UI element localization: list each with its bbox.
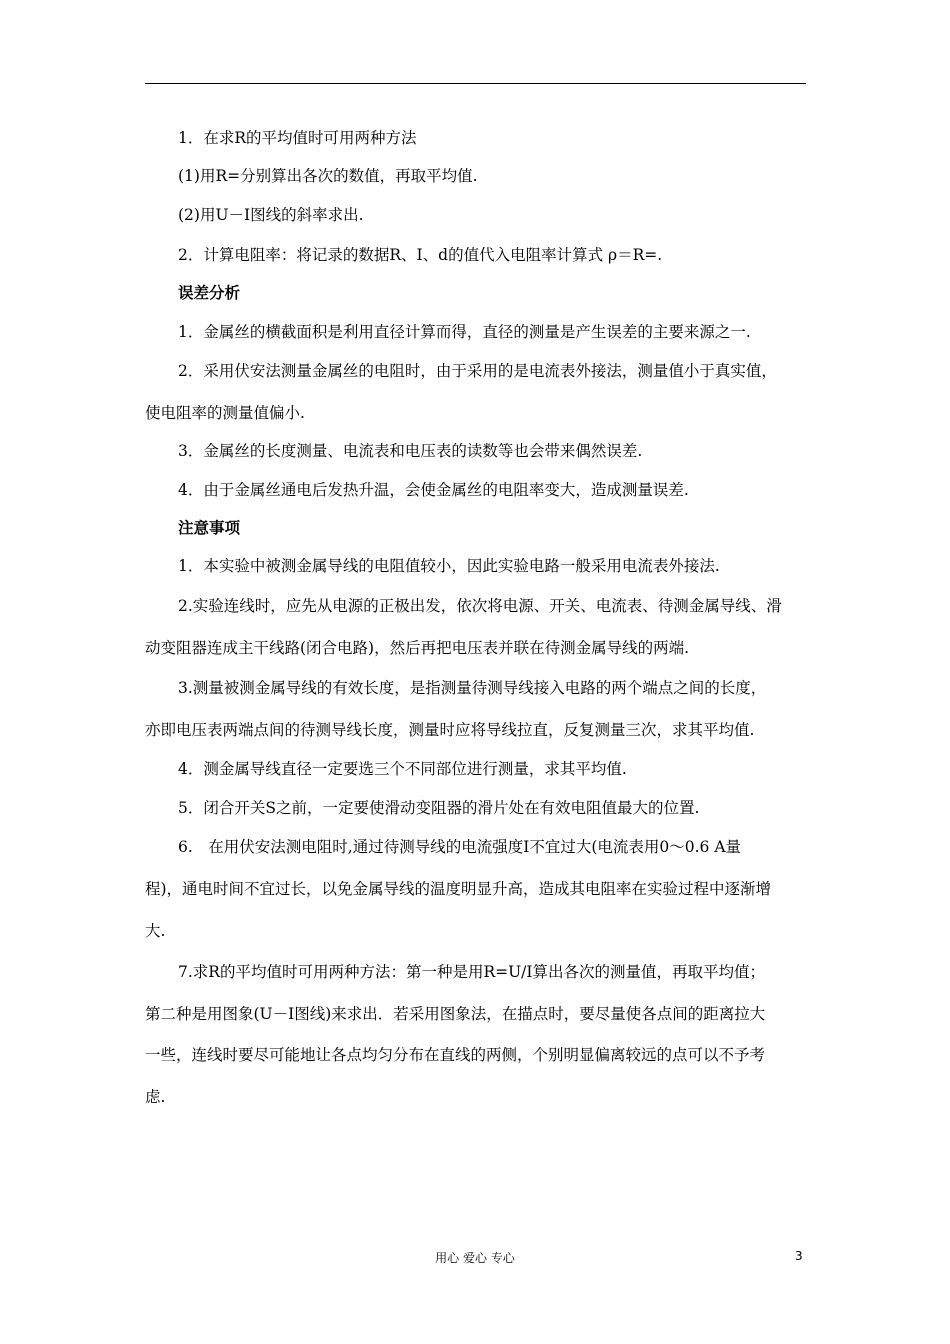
text-line: 虑. [145,1088,166,1106]
text-line: 2．采用伏安法测量金属丝的电阻时，由于采用的是电流表外接法，测量值小于真实值， [178,362,777,380]
text-line: 3.测量被测金属导线的有效长度，是指测量待测导线接入电路的两个端点之间的长度， [178,679,767,697]
text-line: (2)用U－I图线的斜率求出. [178,206,364,224]
text-line: 第二种是用图象(U－I图线)来求出．若采用图象法，在描点时，要尽量使各点间的距离拉大 [145,1005,766,1023]
section-heading: 误差分析 [178,283,241,302]
text-line: 2.实验连线时，应先从电源的正极出发，依次将电源、开关、电流表、待测金属导线、滑 [178,597,782,615]
text-line: 程)，通电时间不宜过长，以免金属导线的温度明显升高，造成其电阻率在实验过程中逐渐增 [145,880,772,898]
footer-slogan: 用心 爱心 专心 [435,1251,515,1265]
text-line: 亦即电压表两端点间的待测导线长度，测量时应将导线拉直，反复测量三次，求其平均值. [145,721,755,739]
text-line: 1．本实验中被测金属导线的电阻值较小，因此实验电路一般采用电流表外接法. [178,557,720,575]
text-line: 2．计算电阻率：将记录的数据R、I、d的值代入电阻率计算式 ρ＝R=. [178,246,663,264]
page-number: 3 [795,1249,803,1263]
text-line: 4．由于金属丝通电后发热升温，会使金属丝的电阻率变大，造成测量误差. [178,481,689,499]
text-line: 使电阻率的测量值偏小. [145,404,305,422]
text-line: 6. 在用伏安法测电阻时,通过待测导线的电流强度I不宜过大(电流表用0～0.6 A量 [178,838,742,856]
section-heading: 注意事项 [178,518,241,537]
text-line: 7.求R的平均值时可用两种方法：第一种是用R=U/I算出各次的测量值，再取平均值； [178,963,766,981]
text-line: 动变阻器连成主干线路(闭合电路)，然后再把电压表并联在待测金属导线的两端. [145,639,690,657]
header-rule [145,83,806,84]
text-line: 4．测金属导线直径一定要选三个不同部位进行测量，求其平均值. [178,760,627,778]
text-line: 1．在求R的平均值时可用两种方法 [178,129,417,147]
text-line: 一些，连线时要尽可能地让各点均匀分布在直线的两侧，个别明显偏离较远的点可以不予考 [145,1046,766,1064]
text-line: (1)用R=分别算出各次的数值，再取平均值. [178,167,478,185]
text-line: 大. [145,922,166,940]
text-line: 3．金属丝的长度测量、电流表和电压表的读数等也会带来偶然误差. [178,442,643,460]
text-line: 5．闭合开关S之前，一定要使滑动变阻器的滑片处在有效电阻值最大的位置. [178,799,700,817]
text-line: 1．金属丝的横截面积是利用直径计算而得，直径的测量是产生误差的主要来源之一. [178,323,751,341]
